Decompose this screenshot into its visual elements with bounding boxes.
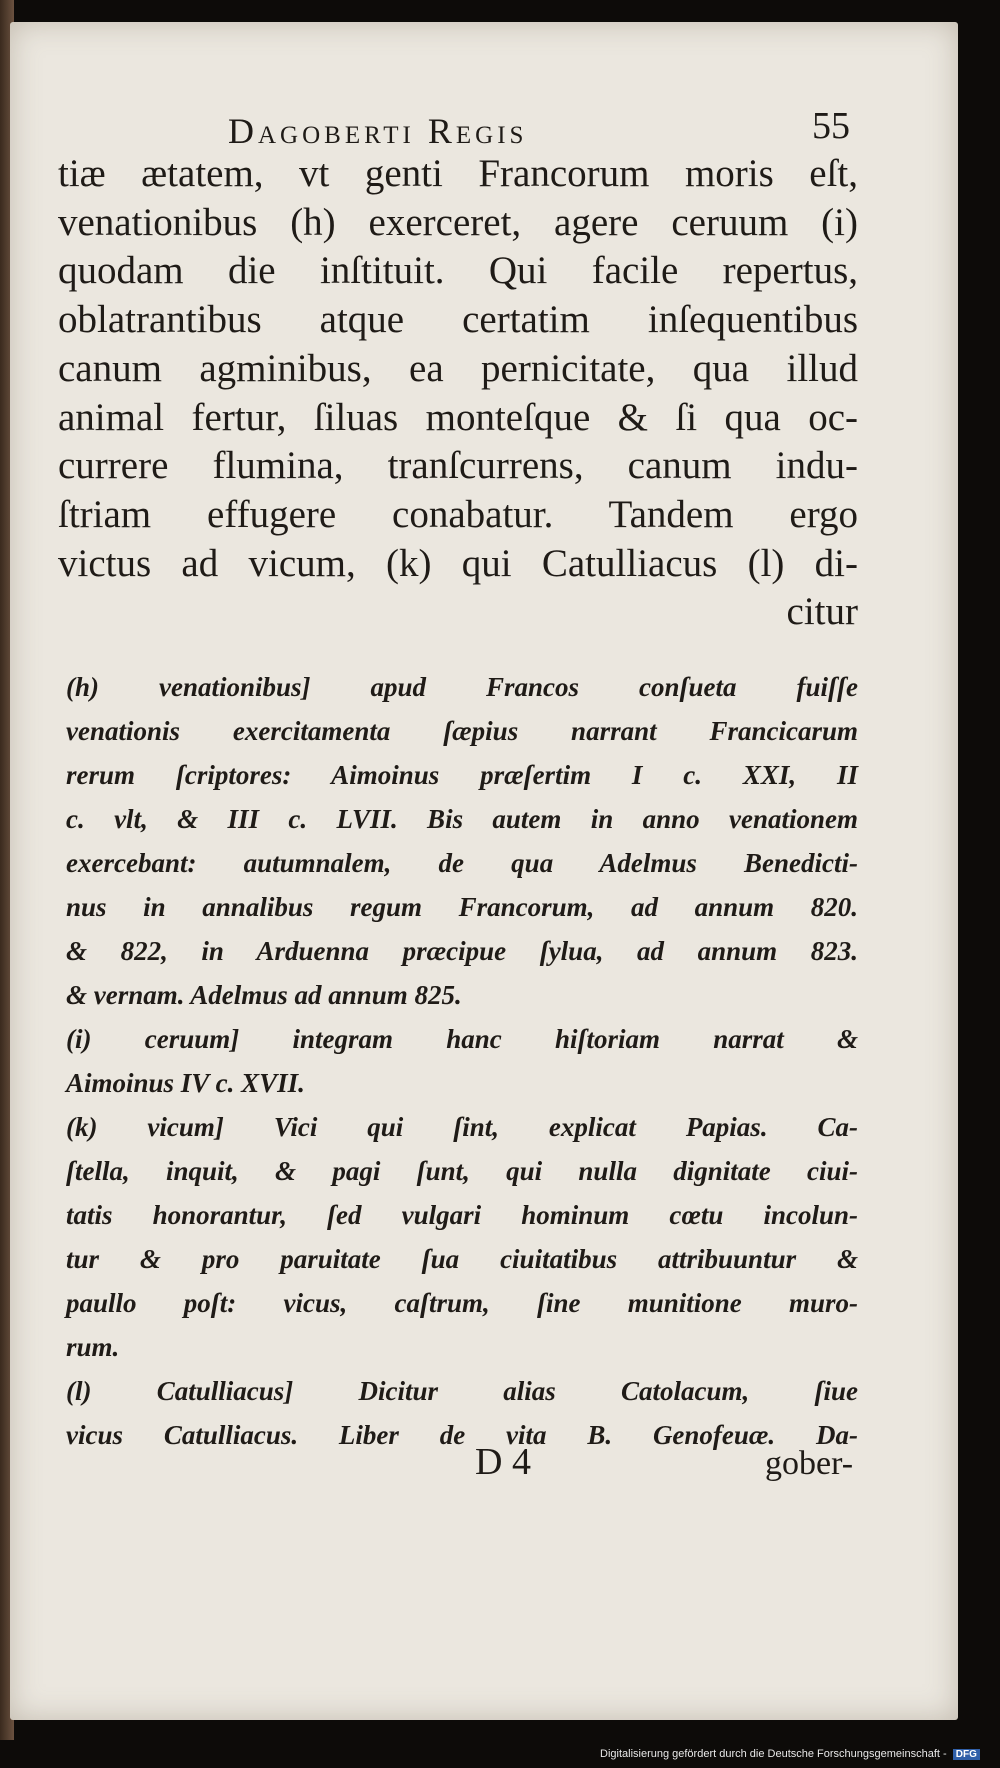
footnote-line: c. vlt, & III c. LVII. Bis autem in anno venationem: [66, 804, 858, 834]
footnote-line: vicus Catulliacus. Liber de vita B. Genofeuæ. Da-: [66, 1420, 858, 1450]
text-line: tiæ ætatem, vt genti Francorum moris eſt,: [58, 152, 858, 195]
footnote-line: nus in annalibus regum Francorum, ad annum 820.: [66, 892, 858, 922]
text-line: canum agminibus, ea pernicitate, qua illud: [58, 346, 858, 390]
footnote-line: (h) venationibus] apud Francos conſueta fuiſſe: [66, 672, 858, 702]
text-line: venationibus (h) exerceret, agere ceruum (i): [58, 200, 858, 244]
digitization-credit: [600, 1748, 980, 1760]
text-line: currere flumina, tranſcurrens, canum indu-: [58, 444, 858, 488]
text-line: ſtriam effugere conabatur. Tandem ergo: [58, 492, 858, 536]
page-number: 55: [812, 105, 850, 147]
text-line: oblatrantibus atque certatim inſequentibus: [58, 298, 858, 342]
footnote-line: venationis exercitamenta ſæpius narrant Francicarum: [66, 716, 858, 746]
footnote-line: tatis honorantur, ſed vulgari hominum cœtu incolun-: [66, 1200, 858, 1230]
footnote-line: rum.: [66, 1332, 120, 1362]
footnote-line: (k) vicum] Vici qui ſint, explicat Papias. Ca-: [66, 1112, 858, 1142]
text-line: quodam die inſtituit. Qui facile repertus,: [58, 249, 858, 293]
text-line: victus ad vicum, (k) qui Catulliacus (l) di-: [58, 541, 858, 585]
running-title: Dagoberti Regis: [228, 111, 528, 151]
footnote-line: & vernam. Adelmus ad annum 825.: [66, 980, 462, 1010]
footnote-line: (i) ceruum] integram hanc hiſtoriam narrat &: [66, 1024, 858, 1054]
footnotes: [66, 665, 858, 1457]
text-line: citur: [786, 590, 858, 634]
footnote-line: (l) Catulliacus] Dicitur alias Catolacum, ſiue: [66, 1376, 858, 1406]
credit-text: Digitalisierung gefördert durch die Deutsche Forschungsgemeinschaft -: [600, 1748, 947, 1760]
footnote-line: rerum ſcriptores: Aimoinus præſertim I c. XXI, II: [66, 760, 858, 790]
footnote-line: tur & pro paruitate ſua ciuitatibus attribuuntur &: [66, 1244, 858, 1274]
footnote-line: ſtella, inquit, & pagi ſunt, qui nulla dignitate ciui-: [66, 1156, 858, 1186]
text-line: animal fertur, ſiluas monteſque & ſi qua oc-: [58, 395, 858, 439]
footnote-line: Aimoinus IV c. XVII.: [66, 1068, 305, 1098]
catchword: gober-: [765, 1445, 854, 1482]
footnote-line: & 822, in Arduenna præcipue ſylua, ad annum 823.: [66, 936, 858, 966]
main-text: [58, 150, 858, 637]
footnote-line: exercebant: autumnalem, de qua Adelmus Benedicti-: [66, 848, 858, 878]
dfg-logo: DFG: [953, 1749, 980, 1760]
footnote-line: paullo poſt: vicus, caſtrum, ſine munitione muro-: [66, 1288, 858, 1318]
signature-mark: D 4: [475, 1441, 531, 1483]
